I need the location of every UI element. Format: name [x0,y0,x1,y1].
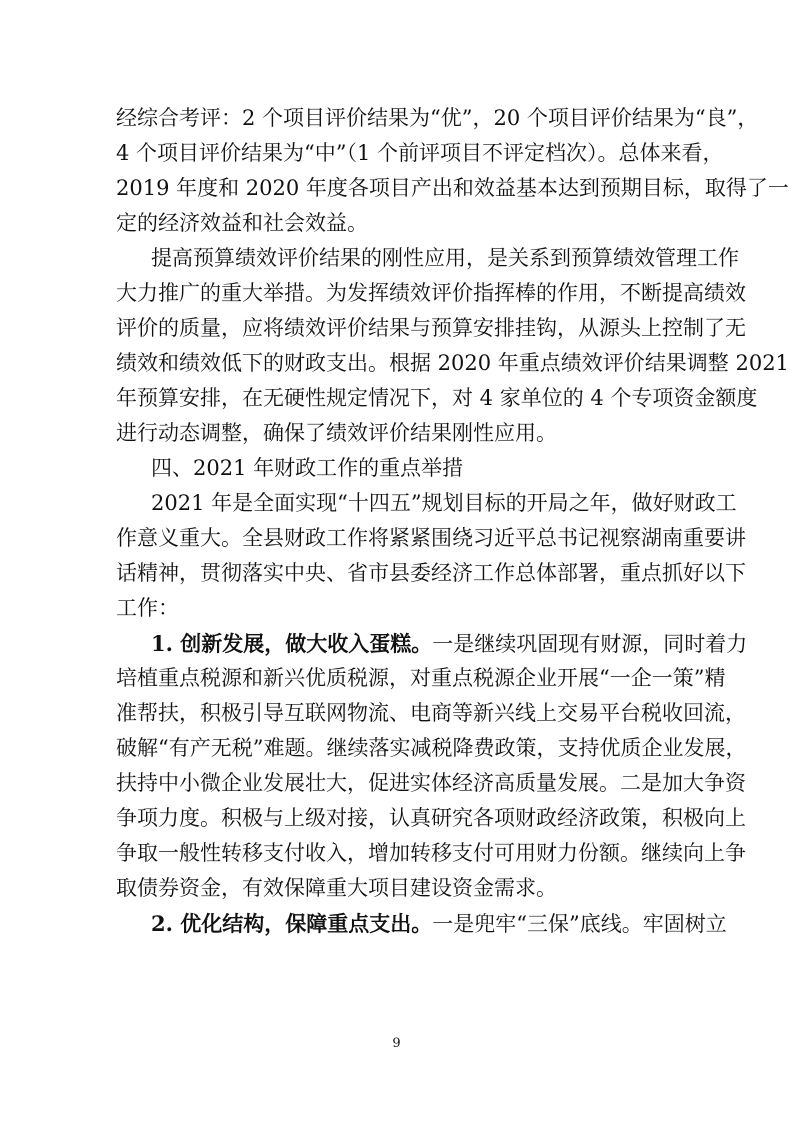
text-line: 培植重点税源和新兴优质税源，对重点税源企业开展“一企一策”精 [116,666,726,690]
paragraph-item-1-innovation [116,626,748,906]
item-lead-bold: 2. 优化结构，保障重点支出。 [151,911,433,936]
text-line: 工作： [116,596,179,620]
text-line: 作意义重大。全县财政工作将紧紧围绕习近平总书记视察湖南重要讲 [116,526,746,550]
text-line: 提高预算绩效评价结果的刚性应用，是关系到预算绩效管理工作 [151,246,739,270]
text-line: 破解“有产无税”难题。继续落实减税降费政策，支持优质企业发展， [116,736,747,760]
text-line: 2019 年度和 2020 年度各项目产出和效益基本达到预期目标，取得了一 [116,176,789,200]
page-number: 9 [392,1036,401,1051]
text-line [116,626,748,661]
item-lead-text: 一是兜牢“三保”底线。牢固树立 [432,912,727,936]
text-line: 4 个项目评价结果为“中”（1 个前评项目不评定档次）。总体来看， [116,141,724,165]
paragraph-2021-overview [116,486,746,626]
item-lead-bold: 1. 创新发展，做大收入蛋糕。 [151,631,433,656]
text-line: 大力推广的重大举措。为发挥绩效评价指挥棒的作用，不断提高绩效 [116,281,746,305]
text-line: 话精神，贯彻落实中央、省市县委经济工作总体部署，重点抓好以下 [116,561,746,585]
paragraph-evaluation-results [116,101,789,241]
section-heading: 四、2021 年财政工作的重点举措 [151,456,464,480]
text-line: 进行动态调整，确保了绩效评价结果刚性应用。 [116,421,557,445]
item-lead-text: 一是继续巩固现有财源，同时着力 [432,632,748,656]
text-line: 绩效和绩效低下的财政支出。根据 2020 年重点绩效评价结果调整 2021 [116,351,789,375]
paragraph-rigid-application [116,241,789,451]
text-line: 争取一般性转移支付收入，增加转移支付可用财力份额。继续向上争 [116,841,746,865]
text-line [116,906,727,941]
text-line: 年预算安排，在无硬性规定情况下，对 4 家单位的 4 个专项资金额度 [116,386,758,410]
text-line: 取债券资金，有效保障重大项目建设资金需求。 [116,876,557,900]
text-line: 经综合考评：2 个项目评价结果为“优”，20 个项目评价结果为“良”， [116,106,759,130]
text-line: 2021 年是全面实现“十四五”规划目标的开局之年，做好财政工 [151,491,737,515]
paragraph-item-2-structure [116,906,727,941]
text-line: 评价的质量，应将绩效评价结果与预算安排挂钩，从源头上控制了无 [116,316,746,340]
text-line: 准帮扶，积极引导互联网物流、电商等新兴线上交易平台税收回流， [116,701,746,725]
text-line: 扶持中小微企业发展壮大，促进实体经济高质量发展。二是加大争资 [116,771,746,795]
document-body [116,101,789,941]
text-line: 争项力度。积极与上级对接，认真研究各项财政经济政策，积极向上 [116,806,746,830]
text-line: 定的经济效益和社会效益。 [116,211,368,235]
